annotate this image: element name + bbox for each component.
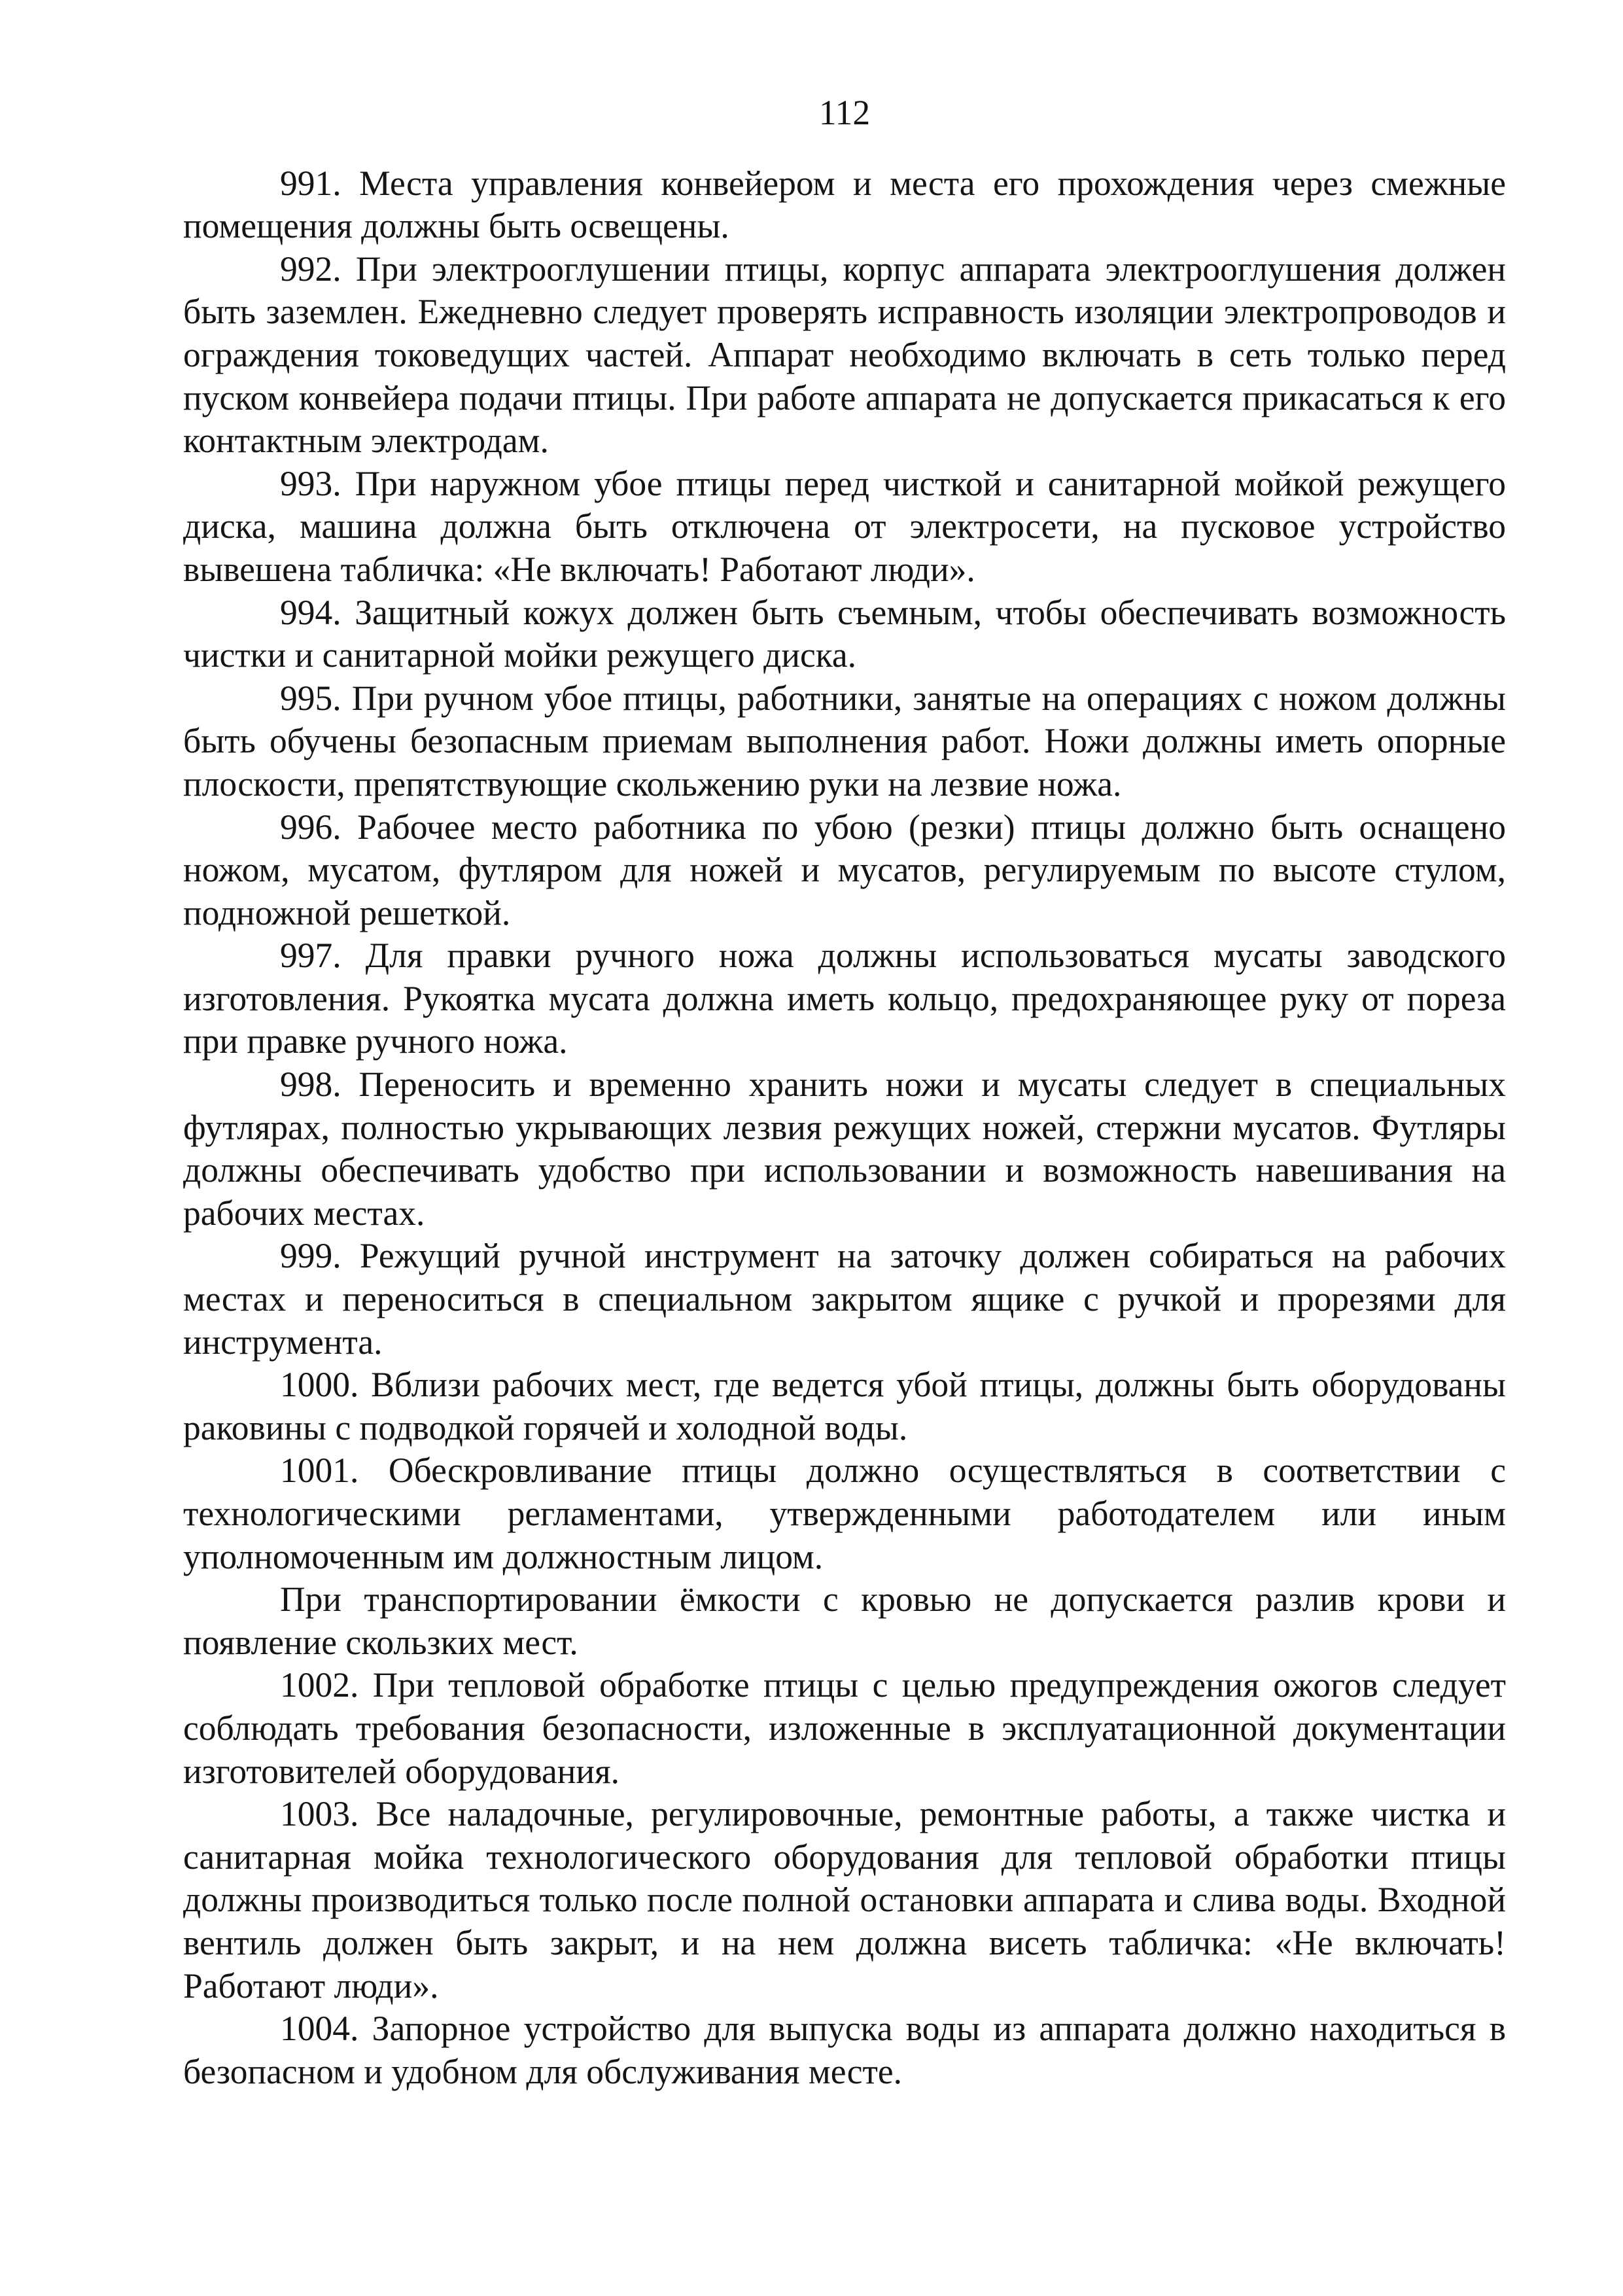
document-page <box>183 92 1506 2093</box>
paragraph-998: 998. Переносить и временно хранить ножи и мусаты следует в специальных футлярах, полностью укрывающих лезвия режущих ножей, стержни мусатов. Футляры должны обеспечивать удобство при использовании и возможность навешивания на рабочих местах. <box>183 1065 1506 1233</box>
paragraph-997: 997. Для правки ручного ножа должны использоваться мусаты заводского изготовления. Рукоятка мусата должна иметь кольцо, предохраняющее руку от пореза при правке ручного ножа. <box>183 936 1506 1061</box>
paragraph-1004: 1004. Запорное устройство для выпуска воды из аппарата должно находиться в безопасном и удобном для обслуживания месте. <box>183 2009 1506 2091</box>
paragraph-999: 999. Режущий ручной инструмент на заточку должен собираться на рабочих местах и переноситься в специальном закрытом ящике с ручкой и прорезями для инструмента. <box>183 1236 1506 1362</box>
paragraph-992: 992. При электрооглушении птицы, корпус аппарата электрооглушения должен быть заземлен. Ежедневно следует проверять исправность изоляции электропроводов и ограждения токоведущих частей. Аппарат необходимо включать в сеть только перед пуском конвейера подачи птицы. При работе аппарата не допускается прикасаться к его контактным электродам. <box>183 249 1506 461</box>
paragraph-1003: 1003. Все наладочные, регулировочные, ремонтные работы, а также чистка и санитарная мойка технологического оборудования для тепловой обработки птицы должны производиться только после полной остановки аппарата и слива воды. Входной вентиль должен быть закрыт, и на нем должна висеть табличка: «Не включать! Работают люди». <box>183 1794 1506 2005</box>
paragraph-995: 995. При ручном убое птицы, работники, занятые на операциях с ножом должны быть обучены безопасным приемам выполнения работ. Ножи должны иметь опорные плоскости, препятствующие скольжению руки на лезвие ножа. <box>183 678 1506 804</box>
paragraph-996: 996. Рабочее место работника по убою (резки) птицы должно быть оснащено ножом, мусатом, футляром для ножей и мусатов, регулируемым по высоте стулом, подножной решеткой. <box>183 807 1506 932</box>
paragraph-1002: 1002. При тепловой обработке птицы с целью предупреждения ожогов следует соблюдать требования безопасности, изложенные в эксплуатационной документации изготовителей оборудования. <box>183 1665 1506 1791</box>
paragraph-1001: 1001. Обескровливание птицы должно осуществляться в соответствии с технологическими регламентами, утвержденными работодателем или иным уполномоченным им должностным лицом. <box>183 1451 1506 1576</box>
paragraph-1001-continuation: При транспортировании ёмкости с кровью не допускается разлив крови и появление скользких мест. <box>183 1580 1506 1662</box>
page-number: 112 <box>818 93 871 132</box>
paragraph-991: 991. Места управления конвейером и места его прохождения через смежные помещения должны быть освещены. <box>183 163 1506 246</box>
paragraph-1000: 1000. Вблизи рабочих мест, где ведется убой птицы, должны быть оборудованы раковины с подводкой горячей и холодной воды. <box>183 1365 1506 1447</box>
paragraph-994: 994. Защитный кожух должен быть съемным, чтобы обеспечивать возможность чистки и санитарной мойки режущего диска. <box>183 592 1506 675</box>
paragraph-993: 993. При наружном убое птицы перед чисткой и санитарной мойкой режущего диска, машина должна быть отключена от электросети, на пусковое устройство вывешена табличка: «Не включать! Работают люди». <box>183 463 1506 589</box>
